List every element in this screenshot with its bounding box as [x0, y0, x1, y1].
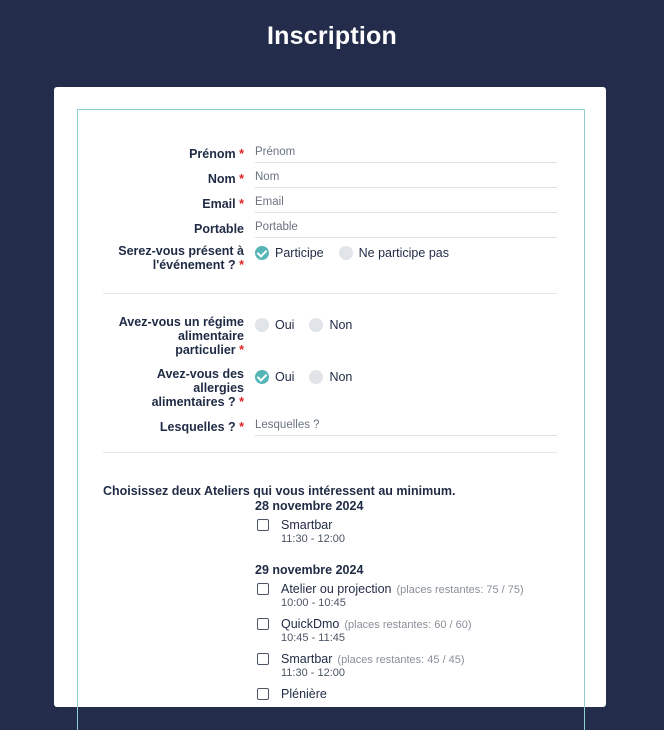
nom-label-text: Nom — [207, 172, 236, 186]
radio-allergies-non[interactable] — [309, 370, 352, 384]
checkbox[interactable] — [257, 583, 269, 595]
radio-unchecked-icon — [339, 246, 353, 260]
required-mark: * — [239, 147, 244, 161]
radio-ne-participe-pas[interactable] — [339, 246, 449, 260]
presence-label-line2: l'événement ? — [152, 258, 236, 272]
radio-regime-oui[interactable] — [255, 318, 294, 332]
date-heading: 29 novembre 2024 — [255, 563, 364, 577]
lesquelles-label-text: Lesquelles ? — [159, 420, 236, 434]
radio-unchecked-icon — [309, 318, 323, 332]
form-card — [54, 87, 606, 707]
allergies-label-line2: allergies — [193, 381, 244, 395]
page-title: Inscription — [267, 22, 397, 50]
workshop-time: 10:00 - 10:45 — [281, 597, 346, 609]
lesquelles-label — [160, 420, 244, 434]
workshop-title: Smartbar (places restantes: 45 / 45) — [281, 652, 465, 666]
workshops-heading: Choisissez deux Ateliers qui vous intéressent au minimum. — [103, 484, 456, 498]
checkbox[interactable] — [257, 519, 269, 531]
lesquelles-input[interactable] — [255, 419, 557, 436]
portable-input[interactable] — [255, 221, 557, 238]
required-mark: * — [239, 258, 244, 272]
radio-allergies-oui-label: Oui — [275, 370, 295, 384]
workshop-title: Plénière — [281, 687, 327, 701]
workshop-title: Smartbar — [281, 518, 333, 532]
email-label — [202, 197, 244, 211]
presence-label-line1: Serez-vous présent à — [118, 244, 244, 258]
workshop-time: 11:30 - 12:00 — [281, 533, 346, 545]
prenom-label — [189, 147, 244, 161]
email-input[interactable] — [255, 196, 557, 213]
workshop-time: 10:45 - 11:45 — [281, 632, 346, 644]
allergies-radio-group — [255, 370, 367, 384]
radio-unchecked-icon — [309, 370, 323, 384]
portable-label: Portable — [193, 222, 244, 236]
regime-label — [119, 315, 244, 357]
allergies-label-line1: Avez-vous des — [156, 367, 244, 381]
workshop-title: QuickDmo (places restantes: 60 / 60) — [281, 617, 472, 631]
checkbox[interactable] — [257, 653, 269, 665]
divider — [103, 293, 557, 294]
radio-regime-non[interactable] — [309, 318, 352, 332]
workshop-time: 11:30 - 12:00 — [281, 667, 346, 679]
regime-label-line1: Avez-vous un régime — [118, 315, 244, 329]
workshop-title: Atelier ou projection (places restantes: 75 / 75) — [281, 582, 524, 596]
radio-checked-icon — [255, 246, 269, 260]
presence-label — [118, 244, 244, 272]
required-mark: * — [239, 197, 244, 211]
required-mark: * — [239, 395, 244, 409]
radio-regime-oui-label: Oui — [275, 318, 295, 332]
regime-radio-group — [255, 318, 367, 332]
required-mark: * — [239, 420, 244, 434]
nom-input[interactable] — [255, 171, 557, 188]
nom-label — [208, 172, 244, 186]
radio-ne-participe-pas-label: Ne participe pas — [358, 246, 449, 260]
regime-label-line3: particulier — [175, 343, 236, 357]
presence-radio-group — [255, 246, 464, 260]
required-mark: * — [239, 343, 244, 357]
radio-allergies-non-label: Non — [329, 370, 353, 384]
form-frame — [77, 109, 585, 730]
required-mark: * — [239, 172, 244, 186]
radio-participe[interactable] — [255, 246, 324, 260]
checkbox[interactable] — [257, 618, 269, 630]
radio-regime-non-label: Non — [329, 318, 353, 332]
radio-participe-label: Participe — [275, 246, 324, 260]
allergies-label — [152, 367, 244, 409]
divider — [103, 452, 557, 453]
prenom-input[interactable] — [255, 146, 557, 163]
date-heading: 28 novembre 2024 — [255, 499, 364, 513]
prenom-label-text: Prénom — [189, 147, 236, 161]
allergies-label-line3: alimentaires ? — [151, 395, 236, 409]
radio-unchecked-icon — [255, 318, 269, 332]
regime-label-line2: alimentaire — [177, 329, 244, 343]
radio-checked-icon — [255, 370, 269, 384]
radio-allergies-oui[interactable] — [255, 370, 294, 384]
email-label-text: Email — [202, 197, 236, 211]
